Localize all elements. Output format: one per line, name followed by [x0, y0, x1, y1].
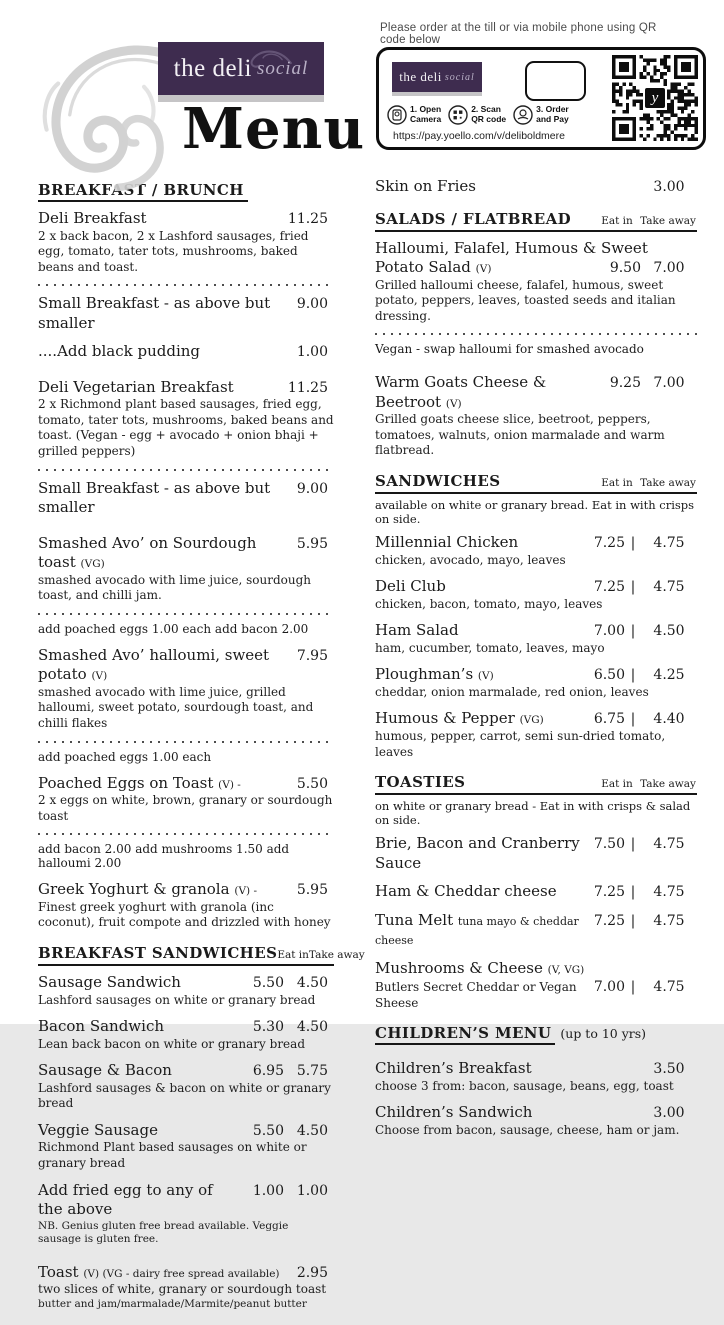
logo-flourish-icon	[244, 44, 296, 70]
qr-steps	[387, 105, 569, 125]
menu-item-row	[375, 1059, 697, 1079]
menu-item-name: Halloumi, Falafel, Humous & Sweet	[375, 238, 648, 257]
menu-item-name: ....Add black pudding	[38, 342, 201, 361]
menu-item	[375, 1059, 697, 1094]
menu-item-name: Ham Salad	[375, 621, 459, 640]
item-prices	[585, 535, 697, 551]
price-take-away: 4.40	[653, 711, 685, 728]
price-separator: |	[630, 836, 636, 853]
menu-item	[375, 665, 697, 700]
menu-item	[375, 239, 697, 325]
take-away-column-label: Take away	[308, 949, 365, 961]
section-suffix: (up to 10 yrs)	[560, 1026, 647, 1042]
menu-item-row	[375, 621, 697, 641]
price-take-away: 4.75	[653, 912, 685, 929]
addon-note: add poached eggs 1.00 each add bacon 2.00	[38, 621, 309, 636]
item-prices	[641, 1061, 697, 1077]
menu-item	[38, 534, 334, 604]
menu-item-description: ham, cucumber, tomato, leaves, mayo	[375, 640, 605, 655]
eat-in-column-label: Eat in	[277, 949, 309, 961]
qr-order-panel	[376, 47, 706, 150]
menu-item	[375, 533, 697, 568]
section-note: on white or granary bread - Eat in with crisps & salad on side.	[375, 799, 691, 828]
menu-item-name: Children’s Sandwich	[375, 1103, 533, 1122]
menu-item-row	[375, 665, 697, 685]
menu-item	[38, 294, 334, 333]
menu-item-row	[375, 177, 697, 197]
menu-item-row	[375, 959, 697, 979]
menu-item-name: Deli Breakfast	[38, 209, 147, 227]
item-prices	[601, 375, 697, 391]
price-take-away: 4.25	[653, 667, 685, 684]
menu-item-description: 2 x back bacon, 2 x Lashford sausages, fried egg, tomato, tater tots, mushrooms, baked beans and toast.	[38, 228, 309, 274]
section-heading	[375, 773, 697, 795]
eat-in-column-label: Eat in	[601, 778, 633, 791]
menu-item-row	[375, 911, 697, 950]
dietary-tag: (V) -	[218, 778, 241, 791]
qr-logo-text: the deli	[399, 69, 442, 84]
price-eat-in: 6.95	[252, 1063, 284, 1080]
menu-item-name: Deli Club	[375, 577, 446, 596]
price-eat-in: 7.25	[593, 884, 625, 901]
payment-url: https://pay.yoello.com/v/deliboldmere	[393, 130, 565, 142]
menu-item	[38, 378, 334, 460]
item-prices	[284, 776, 334, 792]
dietary-tag: (V) -	[234, 885, 258, 898]
dietary-tag: (V)	[475, 263, 492, 275]
price-take-away: 11.25	[287, 379, 328, 396]
section-title: SANDWICHES	[375, 472, 501, 491]
menu-item-row	[38, 1181, 334, 1220]
addon-note: Vegan - swap halloumi for smashed avocado	[375, 342, 644, 357]
menu-item-row	[375, 258, 697, 278]
item-prices	[585, 579, 697, 595]
take-away-column-label: Take away	[640, 477, 696, 490]
menu-item-description: 2 x eggs on white, brown, granary or sourdough toast	[38, 793, 333, 823]
price-take-away: 7.00	[653, 375, 685, 392]
price-take-away: 1.00	[296, 1182, 328, 1199]
price-take-away: 5.75	[296, 1063, 328, 1080]
menu-item-name: Tuna Melt tuna mayo & cheddar cheese	[375, 910, 579, 948]
menu-item-fine-print: butter and jam/marmalade/Marmite/peanut butter	[38, 1297, 307, 1310]
price-take-away: 4.75	[653, 979, 685, 996]
qr-code	[612, 55, 698, 141]
price-take-away: 4.75	[653, 579, 685, 596]
price-take-away: 9.00	[296, 296, 328, 313]
menu-item	[38, 209, 334, 275]
menu-item-name: Bacon Sandwich	[38, 1017, 165, 1036]
menu-item-description: chicken, bacon, tomato, mayo, leaves	[375, 596, 603, 611]
dotted-divider	[38, 284, 334, 286]
price-take-away: 4.50	[296, 1122, 328, 1139]
price-eat-in: 5.50	[252, 975, 284, 991]
menu-item-name: Mushrooms & Cheese (V, VG)	[375, 958, 585, 977]
item-prices	[240, 1183, 334, 1199]
yoello-y-badge: y	[643, 86, 667, 110]
description-text: Butlers Secret Cheddar or Vegan Sheese	[375, 980, 577, 1010]
price-eat-in: 7.50	[593, 836, 625, 853]
menu-item-row	[375, 709, 697, 729]
menu-item-name: Sausage Sandwich	[38, 973, 181, 991]
menu-item-name: Ham & Cheddar cheese	[375, 882, 557, 901]
menu-section	[375, 472, 697, 760]
spacer	[38, 1256, 334, 1263]
menu-item	[375, 709, 697, 760]
menu-item-name: Smashed Avo’ halloumi, sweet potato (V)	[38, 645, 270, 684]
menu-item	[375, 177, 697, 197]
take-away-column-label: Take away	[640, 778, 696, 791]
menu-item	[38, 342, 334, 362]
section-note: available on white or granary bread. Eat in with crisps on side.	[375, 498, 695, 527]
section-title: SALADS / FLATBREAD	[375, 209, 572, 228]
price-eat-in: 7.00	[593, 623, 625, 640]
menu-section	[375, 1024, 697, 1138]
order-instruction-note: Please order at the till or via mobile phone using QR code below	[380, 22, 657, 46]
menu-item-row	[38, 1121, 334, 1141]
menu-item-name: Add fried egg to any of the above	[38, 1180, 213, 1219]
menu-item-description: smashed avocado with lime juice, sourdough toast, and chilli jam.	[38, 572, 312, 603]
price-take-away: 3.00	[653, 179, 685, 195]
price-separator: |	[630, 884, 636, 901]
menu-item-name: Small Breakfast - as above but smaller	[38, 478, 271, 517]
item-prices	[284, 882, 334, 898]
blank-card	[525, 61, 586, 101]
section-title: CHILDREN’S MENU	[375, 1024, 555, 1045]
addon-note: add bacon 2.00 add mushrooms 1.50 add halloumi 2.00	[38, 842, 290, 871]
menu-item-row	[375, 239, 697, 259]
dietary-tag: (V)	[91, 670, 108, 683]
item-prices	[284, 648, 334, 664]
section-heading	[375, 210, 697, 232]
menu-item-name: Poached Eggs on Toast (V) -	[38, 773, 241, 792]
dietary-tag: (V)	[477, 670, 494, 683]
qr-panel-logo	[392, 62, 482, 92]
camera-icon	[387, 105, 407, 125]
section-title: BREAKFAST / BRUNCH	[38, 181, 248, 202]
price-separator: |	[630, 711, 636, 728]
price-eat-in: 7.00	[593, 979, 625, 996]
price-separator: |	[630, 535, 636, 552]
qr-logo-script-text: social	[444, 71, 475, 83]
price-separator: |	[630, 979, 636, 996]
addon-note: add poached eggs 1.00 each	[38, 749, 212, 764]
logo-text: the deli	[173, 54, 252, 82]
menu-item-name: Veggie Sausage	[38, 1120, 158, 1139]
price-take-away: 9.00	[296, 480, 328, 497]
item-prices	[601, 260, 697, 276]
menu-item-row	[375, 834, 697, 873]
menu-item-description: Grilled halloumi cheese, falafel, humous, sweet potato, peppers, leaves, toasted seeds and italian dressing.	[375, 277, 676, 323]
step-label: 2. Scan QR code	[471, 104, 507, 124]
price-eat-in: 7.25	[593, 535, 625, 552]
deli-social-logo	[158, 42, 324, 95]
menu-item	[38, 1263, 334, 1312]
item-prices	[240, 1063, 334, 1079]
menu-item-description: Lean back bacon on white or granary bread	[38, 1036, 305, 1051]
item-prices	[284, 296, 334, 312]
eat-in-column-label: Eat in	[601, 477, 633, 490]
dietary-tag: (VG)	[80, 558, 105, 571]
menu-section	[375, 773, 697, 1011]
price-take-away: 5.95	[296, 882, 328, 899]
section-title: TOASTIES	[375, 773, 466, 792]
menu-column-left	[38, 181, 365, 1325]
price-take-away: 4.50	[296, 975, 328, 991]
section-heading	[375, 472, 697, 494]
dotted-divider	[38, 613, 334, 615]
menu-item-description: choose 3 from: bacon, sausage, beans, egg, toast	[375, 1078, 674, 1093]
spacer	[375, 1052, 697, 1059]
dotted-divider	[38, 469, 334, 471]
price-separator: |	[630, 667, 636, 684]
page-title: Menu	[182, 96, 366, 162]
logo-script-text: social	[256, 57, 309, 79]
menu-item-name: Greek Yoghurt & granola (V) -	[38, 880, 258, 899]
menu-item	[38, 880, 334, 931]
menu-item-description: Finest greek yoghurt with granola (inc coconut), fruit compote and drizzled with honey	[38, 899, 331, 930]
item-prices	[641, 1105, 697, 1121]
item-prices	[585, 913, 697, 929]
menu-item-name: Toast (V) (VG - dairy free spread available)	[38, 1262, 280, 1281]
menu-item-description: Richmond Plant based sausages on white or granary bread	[38, 1140, 307, 1170]
menu-item	[375, 959, 697, 1012]
item-prices	[284, 380, 334, 396]
menu-item-subtext: tuna mayo & cheddar cheese	[375, 914, 579, 948]
pay-icon	[513, 105, 533, 125]
price-separator: |	[630, 623, 636, 640]
price-take-away: 4.75	[653, 535, 685, 552]
menu-item-row	[38, 342, 334, 362]
menu-item-row	[375, 1103, 697, 1123]
price-take-away: 7.00	[653, 260, 685, 276]
menu-item-name: Potato Salad (V)	[375, 258, 492, 276]
price-eat-in: 7.25	[593, 912, 625, 929]
item-prices	[284, 211, 334, 227]
dotted-divider	[375, 333, 697, 335]
menu-item-row	[38, 774, 334, 794]
menu-item-row	[38, 646, 334, 685]
menu-column-right	[375, 177, 697, 1152]
menu-item-description: 2 x Richmond plant based sausages, fried egg, tomato, tater tots, mushrooms, baked beans and toast. (Vegan - egg + avocado + onion bhaji + grilled peppers)	[38, 397, 334, 459]
menu-item-row	[38, 378, 334, 398]
menu-section	[38, 181, 334, 931]
dietary-tag: (V, VG)	[547, 963, 585, 976]
menu-item	[38, 1061, 334, 1112]
eat-in-column-label: Eat in	[601, 214, 633, 227]
step-order-pay	[513, 105, 569, 125]
menu-item	[375, 911, 697, 950]
spacer	[38, 371, 334, 378]
item-prices	[585, 667, 697, 683]
item-prices	[240, 1123, 334, 1139]
menu-item-row	[375, 533, 697, 553]
price-take-away: 1.00	[296, 344, 328, 361]
item-prices	[284, 344, 334, 360]
menu-item-name: Millennial Chicken	[375, 533, 519, 552]
menu-item-row	[38, 1017, 334, 1037]
menu-item-name: Skin on Fries	[375, 177, 477, 195]
qr-logo-gray-bar	[392, 92, 482, 96]
price-take-away: 5.50	[296, 775, 328, 792]
menu-item-name: Children’s Breakfast	[375, 1059, 532, 1078]
item-prices	[284, 1265, 334, 1281]
step-scan-qr	[448, 105, 506, 125]
spacer	[38, 527, 334, 534]
price-take-away: 4.75	[653, 884, 685, 901]
menu-item-row	[38, 294, 334, 333]
menu-item-description: Grilled goats cheese slice, beetroot, peppers, tomatoes, walnuts, onion marmalade and warm flatbread.	[375, 412, 665, 458]
section-heading	[375, 1024, 697, 1045]
menu-item-row	[38, 209, 334, 229]
menu-item-row	[38, 973, 334, 993]
menu-item	[38, 1017, 334, 1052]
dietary-tag: (V) (VG - dairy free spread available)	[83, 1267, 280, 1280]
price-separator: |	[630, 912, 636, 929]
menu-item-description: two slices of white, granary or sourdough toast	[38, 1282, 327, 1297]
dotted-divider	[38, 741, 334, 743]
menu-item-description: Lashford sausages & bacon on white or granary bread	[38, 1080, 331, 1111]
menu-item-row	[38, 479, 334, 518]
step-open-camera	[387, 105, 441, 125]
item-prices	[284, 481, 334, 497]
menu-item	[375, 621, 697, 656]
price-eat-in: 5.50	[252, 1122, 284, 1139]
item-prices	[585, 884, 697, 900]
price-take-away: 4.50	[653, 623, 685, 640]
menu-item	[38, 774, 334, 825]
menu-section	[375, 177, 697, 197]
menu-item	[375, 1103, 697, 1138]
dietary-tag: (VG)	[519, 714, 544, 727]
price-take-away: 4.50	[296, 1019, 328, 1036]
menu-item-description: humous, pepper, carrot, semi sun-dried tomato, leaves	[375, 728, 666, 759]
menu-item-fine-print: NB. Genius gluten free bread available. Veggie sausage is gluten free.	[38, 1219, 289, 1246]
section-heading	[38, 944, 365, 966]
menu-item-description: Choose from bacon, sausage, cheese, ham or jam.	[375, 1122, 680, 1137]
menu-item-name: Smashed Avo’ on Sourdough toast (VG)	[38, 533, 257, 572]
price-eat-in: 5.30	[252, 1019, 284, 1036]
price-eat-in: 9.50	[609, 260, 641, 276]
menu-item-row	[38, 880, 334, 900]
menu-item-name: Brie, Bacon and Cranberry Sauce	[375, 834, 580, 872]
price-take-away: 4.75	[653, 836, 685, 853]
item-prices	[240, 1019, 334, 1035]
menu-item-description: cheddar, onion marmalade, red onion, leaves	[375, 684, 649, 699]
menu-item-description: Lashford sausages on white or granary bread	[38, 992, 316, 1007]
price-take-away: 11.25	[287, 211, 328, 227]
menu-item-row	[38, 1061, 334, 1081]
item-prices	[585, 836, 697, 852]
price-take-away: 5.95	[296, 535, 328, 552]
take-away-column-label: Take away	[640, 214, 696, 227]
item-prices	[585, 978, 697, 996]
menu-item-name: Sausage & Bacon	[38, 1061, 172, 1080]
menu-item	[375, 882, 697, 902]
price-take-away: 3.00	[653, 1105, 685, 1122]
price-eat-in: 1.00	[252, 1182, 284, 1199]
dietary-tag: (V)	[445, 397, 462, 410]
item-prices	[641, 179, 697, 195]
item-prices	[284, 536, 334, 552]
price-eat-in: 6.50	[593, 667, 625, 684]
menu-item	[38, 1181, 334, 1247]
menu-item	[375, 373, 697, 459]
menu-item-name: Humous & Pepper (VG)	[375, 709, 544, 728]
menu-item-name: Ploughman’s (V)	[375, 665, 494, 684]
menu-item-row	[375, 882, 697, 902]
dotted-divider	[38, 833, 334, 835]
price-separator: |	[630, 579, 636, 596]
item-prices	[585, 623, 697, 639]
menu-item-row	[38, 534, 334, 573]
step-label: 3. Order and Pay	[536, 104, 569, 124]
price-take-away: 7.95	[296, 647, 328, 664]
item-prices	[240, 975, 334, 991]
menu-item	[38, 973, 334, 1008]
menu-item-name: Small Breakfast - as above but smaller	[38, 294, 271, 332]
price-eat-in: 7.25	[593, 579, 625, 596]
menu-item-name: Deli Vegetarian Breakfast	[38, 377, 234, 396]
menu-item-row	[38, 1263, 334, 1283]
menu-item	[38, 646, 334, 732]
menu-item	[38, 1121, 334, 1172]
menu-section	[38, 944, 365, 1312]
menu-item-description	[375, 978, 697, 1011]
menu-item	[38, 479, 334, 518]
menu-item-row	[375, 577, 697, 597]
menu-item-name: Warm Goats Cheese & Beetroot (V)	[375, 373, 547, 411]
section-title: BREAKFAST SANDWICHES	[38, 944, 278, 962]
menu-item	[375, 834, 697, 873]
item-prices	[585, 711, 697, 727]
menu-item-description: chicken, avocado, mayo, leaves	[375, 552, 566, 567]
menu-item	[375, 577, 697, 612]
price-eat-in: 6.75	[593, 711, 625, 728]
scan-qr-icon	[448, 105, 468, 125]
menu-section	[375, 210, 697, 460]
price-take-away: 2.95	[296, 1264, 328, 1281]
menu-item-description: smashed avocado with lime juice, grilled halloumi, sweet potato, sourdough toast, and chilli flakes	[38, 684, 314, 731]
price-take-away: 3.50	[653, 1061, 685, 1078]
price-eat-in: 9.25	[609, 375, 641, 392]
step-label: 1. Open Camera	[410, 104, 442, 124]
menu-item-row	[375, 373, 697, 412]
spacer	[375, 366, 697, 373]
